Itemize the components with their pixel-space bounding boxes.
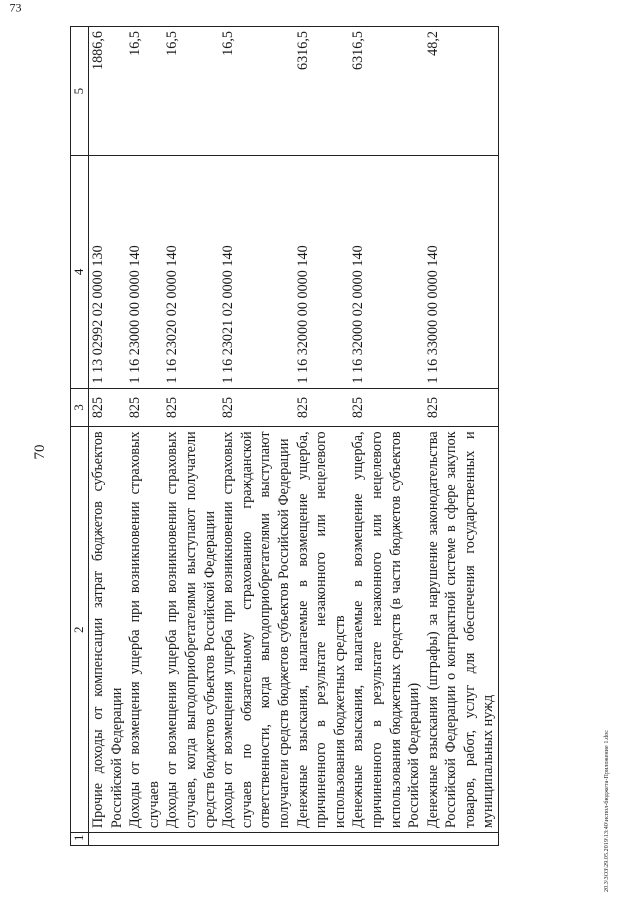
budget-class-code: 1 13 02992 02 0000 130: [89, 156, 127, 388]
amount: 6316,5: [294, 27, 350, 156]
admin-code: 825: [294, 388, 350, 427]
cell-col1: [126, 833, 163, 846]
table-row: [349, 27, 423, 846]
admin-code: 825: [349, 388, 423, 427]
budget-class-code: 1 16 23020 02 0000 140: [163, 156, 219, 388]
page-number: 70: [32, 444, 48, 460]
column-number-5: 5: [71, 27, 89, 156]
income-name: Денежные взыскания, налагаемые в возмещение ущерба, причиненного в результате незаконного или нецелевого использования бюджетных средств: [294, 427, 350, 833]
budget-class-code: 1 16 33000 00 0000 140: [424, 156, 499, 388]
table-row: [219, 27, 293, 846]
income-name: Доходы от возмещения ущерба при возникновении страховых случаев, когда выгодоприобретателями выступают получатели средств бюджетов субъектов Российской Федерации: [163, 427, 219, 833]
column-number-3: 3: [71, 388, 89, 427]
amount: 1886,6: [89, 27, 127, 156]
admin-code: 825: [126, 388, 163, 427]
table-row: [424, 27, 499, 846]
amount: 16,5: [219, 27, 293, 156]
admin-code: 825: [424, 388, 499, 427]
amount: 48,2: [424, 27, 499, 156]
income-name: Прочие доходы от компенсации затрат бюджетов субъектов Российской Федерации: [89, 427, 127, 833]
cell-col1: [163, 833, 219, 846]
budget-class-code: 1 16 32000 00 0000 140: [294, 156, 350, 388]
side-page-mark: 73: [9, 0, 22, 15]
cell-col1: [294, 833, 350, 846]
budget-class-code: 1 16 23000 00 0000 140: [126, 156, 163, 388]
budget-class-code: 1 16 32000 02 0000 140: [349, 156, 423, 388]
income-name: Доходы от возмещения ущерба при возникновении страховых случаев по обязательному страхованию гражданской ответственности, когда выгодоприобретателями выступают получатели средств бюджетов субъектов Российской Федерации: [219, 427, 293, 833]
revenue-table: [70, 26, 499, 846]
admin-code: 825: [89, 388, 127, 427]
file-path-footer: 20.3\3ОЗ\29.05.2019\13:40\испол-бюджета-Приложение 1.doc: [604, 729, 610, 892]
cell-col1: [89, 833, 127, 846]
cell-col1: [424, 833, 499, 846]
amount: 6316,5: [349, 27, 423, 156]
table-row: [126, 27, 163, 846]
income-name: Денежные взыскания, налагаемые в возмещение ущерба, причиненного в результате незаконного или нецелевого использования бюджетных средств (в части бюджетов субъектов Российской Федерации): [349, 427, 423, 833]
column-number-2: 2: [71, 427, 89, 833]
amount: 16,5: [163, 27, 219, 156]
admin-code: 825: [163, 388, 219, 427]
table-row: [294, 27, 350, 846]
column-number-4: 4: [71, 156, 89, 388]
cell-col1: [349, 833, 423, 846]
admin-code: 825: [219, 388, 293, 427]
column-number-row: [71, 27, 89, 846]
income-name: Доходы от возмещения ущерба при возникновении страховых случаев: [126, 427, 163, 833]
table-row: [163, 27, 219, 846]
income-name: Денежные взыскания (штрафы) за нарушение законодательства Российской Федерации о контрактной системе в сфере закупок товаров, работ, услуг для обеспечения государственных и муниципальных нужд: [424, 427, 499, 833]
table-row: [89, 27, 127, 846]
amount: 16,5: [126, 27, 163, 156]
cell-col1: [219, 833, 293, 846]
column-number-1: 1: [71, 833, 89, 846]
budget-class-code: 1 16 23021 02 0000 140: [219, 156, 293, 388]
